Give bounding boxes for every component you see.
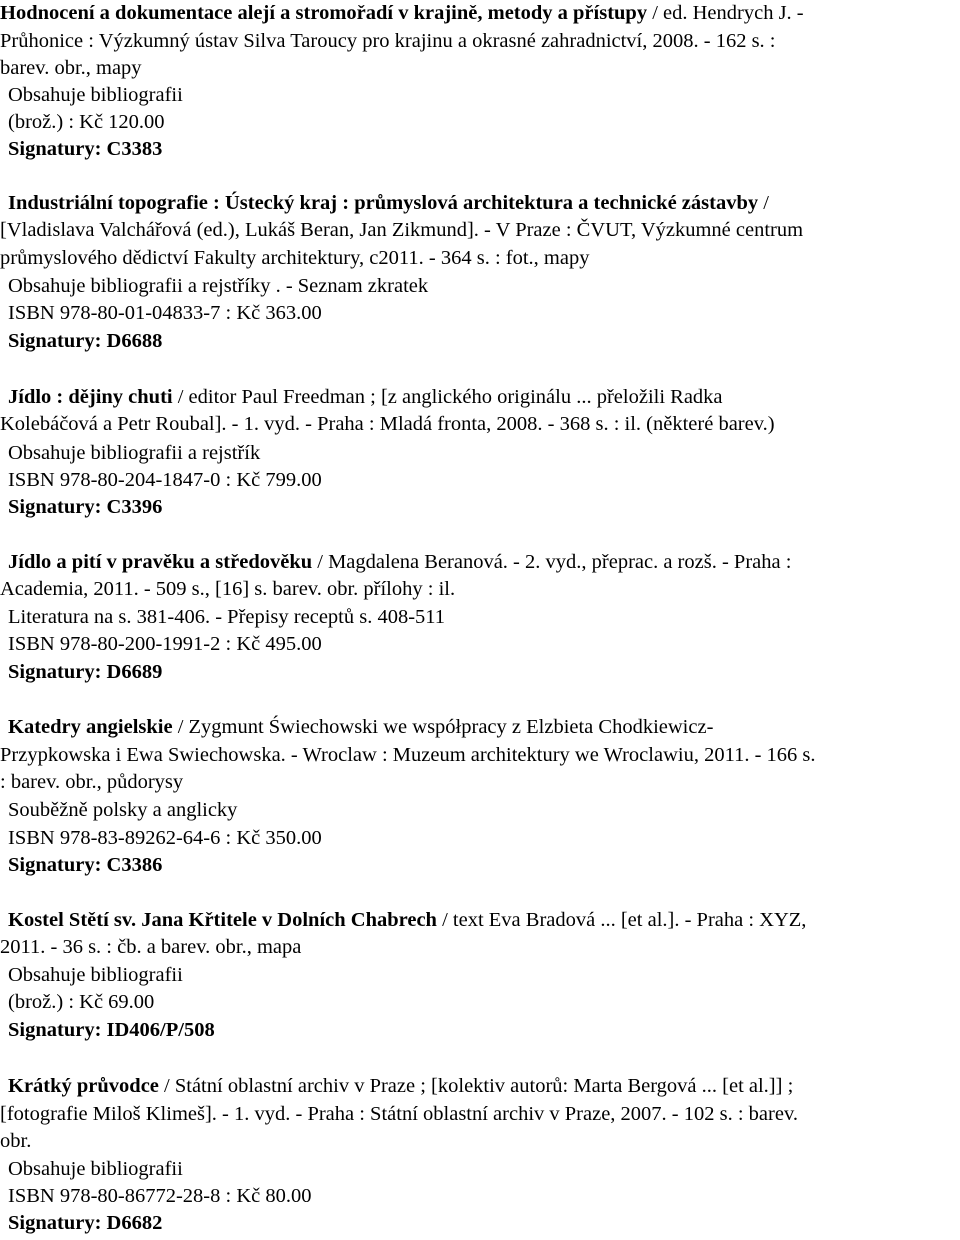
entry-signature bbox=[8, 852, 162, 878]
entry-title: Jídlo : dějiny chuti bbox=[8, 386, 173, 408]
entry-title: Katedry angielskie bbox=[8, 716, 173, 738]
entry-description: 2011. - 36 s. : čb. a barev. obr., mapa bbox=[0, 936, 302, 958]
entry-signature bbox=[8, 659, 162, 685]
entry-responsibility: / ed. Hendrych J. - bbox=[647, 2, 804, 24]
entry-title: Krátký průvodce bbox=[8, 1075, 159, 1097]
signature-text: Signatury: C3396 bbox=[8, 496, 163, 518]
signature-text: Signatury: D6688 bbox=[8, 330, 163, 352]
entry-note: Obsahuje bibliografii bbox=[8, 1158, 183, 1180]
entry-isbn: ISBN 978-80-86772-28-8 : Kč 80.00 bbox=[8, 1185, 312, 1207]
entry-title: Kostel Stětí sv. Jana Křtitele v Dolních Chabrech bbox=[8, 909, 437, 931]
entry-note: Obsahuje bibliografii bbox=[8, 964, 183, 986]
entry-isbn: ISBN 978-80-200-1991-2 : Kč 495.00 bbox=[8, 633, 322, 655]
entry-description: obr. bbox=[0, 1130, 32, 1152]
entry-price: (brož.) : Kč 120.00 bbox=[8, 111, 165, 133]
signature-text: Signatury: ID406/P/508 bbox=[8, 1019, 215, 1041]
entry-first-line bbox=[8, 907, 806, 933]
entry-description: Przypkowska i Ewa Swiechowska. - Wroclaw : Muzeum architektury we Wroclawiu, 2011. - 166 s. bbox=[0, 744, 816, 766]
entry-first-line bbox=[0, 0, 804, 26]
entry-note: Literatura na s. 381-406. - Přepisy receptů s. 408-511 bbox=[8, 606, 446, 628]
entry-description: Průhonice : Výzkumný ústav Silva Taroucy pro krajinu a okrasné zahradnictví, 2008. - 162 s. : bbox=[0, 30, 776, 52]
entry-isbn: ISBN 978-80-01-04833-7 : Kč 363.00 bbox=[8, 302, 322, 324]
entry-note: Obsahuje bibliografii bbox=[8, 84, 183, 106]
entry-description: [Vladislava Valchářová (ed.), Lukáš Beran, Jan Zikmund]. - V Praze : ČVUT, Výzkumné centrum bbox=[0, 219, 804, 241]
signature-text: Signatury: D6689 bbox=[8, 661, 163, 683]
entry-responsibility: / Zygmunt Świechowski we współpracy z Elzbieta Chodkiewicz- bbox=[172, 716, 714, 738]
entry-signature bbox=[8, 1210, 162, 1236]
entry-isbn: ISBN 978-80-204-1847-0 : Kč 799.00 bbox=[8, 469, 322, 491]
entry-first-line bbox=[8, 190, 769, 216]
entry-note: Obsahuje bibliografii a rejstříky . - Seznam zkratek bbox=[8, 275, 429, 297]
entry-title: Hodnocení a dokumentace alejí a stromořadí v krajině, metody a přístupy bbox=[0, 2, 648, 24]
entry-responsibility: / text Eva Bradová ... [et al.]. - Praha : XYZ, bbox=[436, 909, 807, 931]
entry-first-line bbox=[8, 549, 791, 575]
entry-signature bbox=[8, 494, 162, 520]
entry-description: Kolebáčová a Petr Roubal]. - 1. vyd. - Praha : Mladá fronta, 2008. - 368 s. : il. (některé barev.) bbox=[0, 413, 775, 435]
entry-description: barev. obr., mapy bbox=[0, 57, 142, 79]
entry-description: průmyslového dědictví Fakulty architektury, c2011. - 364 s. : fot., mapy bbox=[0, 247, 590, 269]
entry-price: (brož.) : Kč 69.00 bbox=[8, 991, 155, 1013]
entry-signature bbox=[8, 136, 162, 162]
signature-text: Signatury: C3386 bbox=[8, 854, 163, 876]
entry-responsibility: / Magdalena Beranová. - 2. vyd., přeprac. a rozš. - Praha : bbox=[312, 551, 792, 573]
entry-first-line bbox=[8, 1073, 793, 1099]
entry-description: : barev. obr., půdorysy bbox=[0, 771, 184, 793]
entry-responsibility: / editor Paul Freedman ; [z anglického originálu ... přeložili Radka bbox=[172, 386, 723, 408]
entry-isbn: ISBN 978-83-89262-64-6 : Kč 350.00 bbox=[8, 827, 322, 849]
entry-first-line bbox=[8, 714, 713, 740]
entry-first-line bbox=[8, 384, 723, 410]
entry-responsibility: / bbox=[758, 192, 769, 214]
entry-title: Industriální topografie : Ústecký kraj : průmyslová architektura a technické zástavby bbox=[8, 192, 759, 214]
signature-text: Signatury: D6682 bbox=[8, 1212, 163, 1234]
entry-responsibility: / Státní oblastní archiv v Praze ; [kolektiv autorů: Marta Bergová ... [et al.]] ; bbox=[158, 1075, 794, 1097]
signature-text: Signatury: C3383 bbox=[8, 138, 163, 160]
entry-note: Obsahuje bibliografii a rejstřík bbox=[8, 442, 261, 464]
entry-description: Academia, 2011. - 509 s., [16] s. barev. obr. přílohy : il. bbox=[0, 578, 456, 600]
entry-description: [fotografie Miloš Klimeš]. - 1. vyd. - Praha : Státní oblastní archiv v Praze, 2007. - 102 s. : barev. bbox=[0, 1103, 798, 1125]
entry-signature bbox=[8, 328, 162, 354]
entry-title: Jídlo a pití v pravěku a středověku bbox=[8, 551, 313, 573]
entry-signature bbox=[8, 1017, 215, 1043]
entry-note: Souběžně polsky a anglicky bbox=[8, 799, 238, 821]
